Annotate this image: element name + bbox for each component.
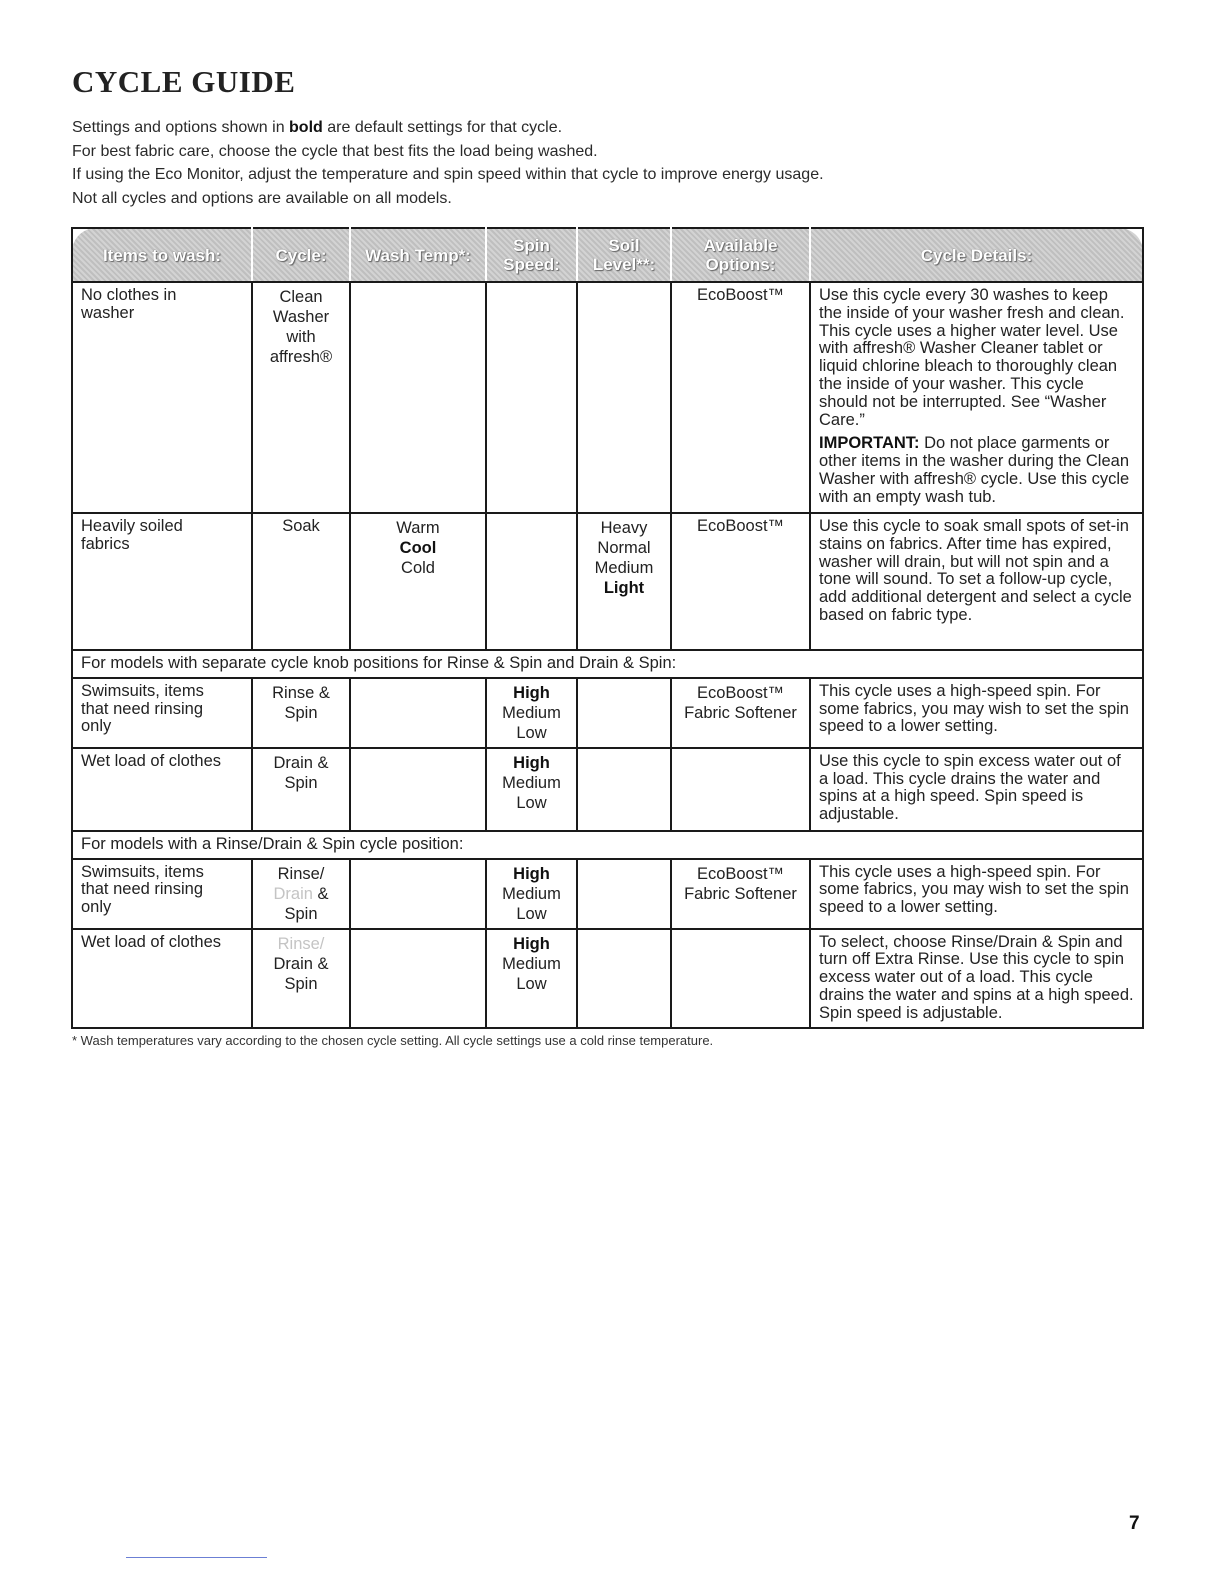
table-row	[72, 859, 1143, 929]
wash-temp-cell	[350, 859, 486, 929]
section-row	[72, 650, 1143, 678]
header-items: Items to wash:	[72, 228, 252, 282]
wash-temp-cell: Warm Cool Cold	[350, 513, 486, 650]
options-cell: EcoBoost™	[671, 513, 810, 650]
details-cell: This cycle uses a high-speed spin. For some fabrics, you may wish to set the spin speed to a lower setting.	[810, 859, 1143, 929]
items-cell: No clothes in washer	[72, 282, 252, 513]
bottom-divider	[126, 1557, 267, 1558]
soil-level-cell: Heavy Normal Medium Light	[577, 513, 671, 650]
wash-temp-cell	[350, 678, 486, 748]
spin-speed-cell: High Medium Low	[486, 678, 577, 748]
spin-speed-cell: High Medium Low	[486, 859, 577, 929]
cycle-cell: Clean Washer with affresh®	[252, 282, 350, 513]
intro-line-2: For best fabric care, choose the cycle that best fits the load being washed.	[72, 142, 598, 160]
intro-line-4: Not all cycles and options are available on all models.	[72, 190, 452, 208]
options-cell: EcoBoost™	[671, 282, 810, 513]
details-cell: Use this cycle to soak small spots of set-in stains on fabrics. After time has expired, washer will drain, but will not spin and a tone will sound. To set a follow-up cycle, add additional detergent and select a cycle based on fabric type.	[810, 513, 1143, 650]
header-spin-speed: Spin Speed:	[486, 228, 577, 282]
details-cell: To select, choose Rinse/Drain & Spin and turn off Extra Rinse. Use this cycle to spin excess water out of a load. This cycle drains the water and spins at a high speed. Spin speed is adjustable.	[810, 929, 1143, 1028]
footnote: * Wash temperatures vary according to the chosen cycle setting. All cycle settings use a cold rinse temperature.	[72, 1033, 714, 1048]
spin-speed-cell: High Medium Low	[486, 748, 577, 831]
soil-level-cell	[577, 282, 671, 513]
cycle-guide-table	[71, 227, 1144, 1029]
table-row	[72, 929, 1143, 1028]
soil-level-cell	[577, 678, 671, 748]
soil-level-cell	[577, 859, 671, 929]
page-number: 7	[1129, 1513, 1140, 1534]
items-cell: Heavily soiled fabrics	[72, 513, 252, 650]
wash-temp-cell	[350, 282, 486, 513]
table-row	[72, 678, 1143, 748]
wash-temp-cell	[350, 748, 486, 831]
soil-level-cell	[577, 929, 671, 1028]
cycle-cell: Rinse & Spin	[252, 678, 350, 748]
details-cell: Use this cycle to spin excess water out of a load. This cycle drains the water and spins at a high speed. Spin speed is adjustable.	[810, 748, 1143, 831]
details-cell: Use this cycle every 30 washes to keep the inside of your washer fresh and clean. This cycle uses a higher water level. Use with affresh® Washer Cleaner tablet or liquid chlorine bleach to thoroughly clean the inside of your washer. This cycle should not be interrupted. See “Washer Care.” IMPORTANT: Do not place garments or other items in the washer during the Clean Washer with affresh® cycle. Use this cycle with an empty wash tub.	[810, 282, 1143, 513]
spin-speed-cell	[486, 282, 577, 513]
soil-level-cell	[577, 748, 671, 831]
details-cell: This cycle uses a high-speed spin. For some fabrics, you may wish to set the spin speed to a lower setting.	[810, 678, 1143, 748]
section-heading: For models with a Rinse/Drain & Spin cycle position:	[72, 831, 1143, 859]
table-row	[72, 748, 1143, 831]
intro-line-1: Settings and options shown in bold are default settings for that cycle.	[72, 119, 563, 136]
header-soil-level: Soil Level**:	[577, 228, 671, 282]
spin-speed-cell	[486, 513, 577, 650]
items-cell: Swimsuits, items that need rinsing only	[72, 678, 252, 748]
section-heading: For models with separate cycle knob positions for Rinse & Spin and Drain & Spin:	[72, 650, 1143, 678]
intro-line-3: If using the Eco Monitor, adjust the temperature and spin speed within that cycle to improve energy usage.	[72, 166, 824, 184]
table-row	[72, 513, 1143, 650]
cycle-cell: Drain & Spin	[252, 748, 350, 831]
header-row	[72, 228, 1143, 282]
spin-speed-cell: High Medium Low	[486, 929, 577, 1028]
items-cell: Swimsuits, items that need rinsing only	[72, 859, 252, 929]
header-details: Cycle Details:	[810, 228, 1143, 282]
page-title: CYCLE GUIDE	[72, 64, 296, 99]
header-cycle: Cycle:	[252, 228, 350, 282]
items-cell: Wet load of clothes	[72, 748, 252, 831]
items-cell: Wet load of clothes	[72, 929, 252, 1028]
cycle-cell: Soak	[252, 513, 350, 650]
options-cell	[671, 748, 810, 831]
cycle-cell: Rinse/ Drain & Spin	[252, 859, 350, 929]
header-wash-temp: Wash Temp*:	[350, 228, 486, 282]
table-row	[72, 282, 1143, 513]
section-row	[72, 831, 1143, 859]
wash-temp-cell	[350, 929, 486, 1028]
header-options: Available Options:	[671, 228, 810, 282]
options-cell	[671, 929, 810, 1028]
intro-text	[72, 116, 824, 211]
cycle-cell: Rinse/ Drain & Spin	[252, 929, 350, 1028]
options-cell: EcoBoost™ Fabric Softener	[671, 859, 810, 929]
options-cell: EcoBoost™ Fabric Softener	[671, 678, 810, 748]
